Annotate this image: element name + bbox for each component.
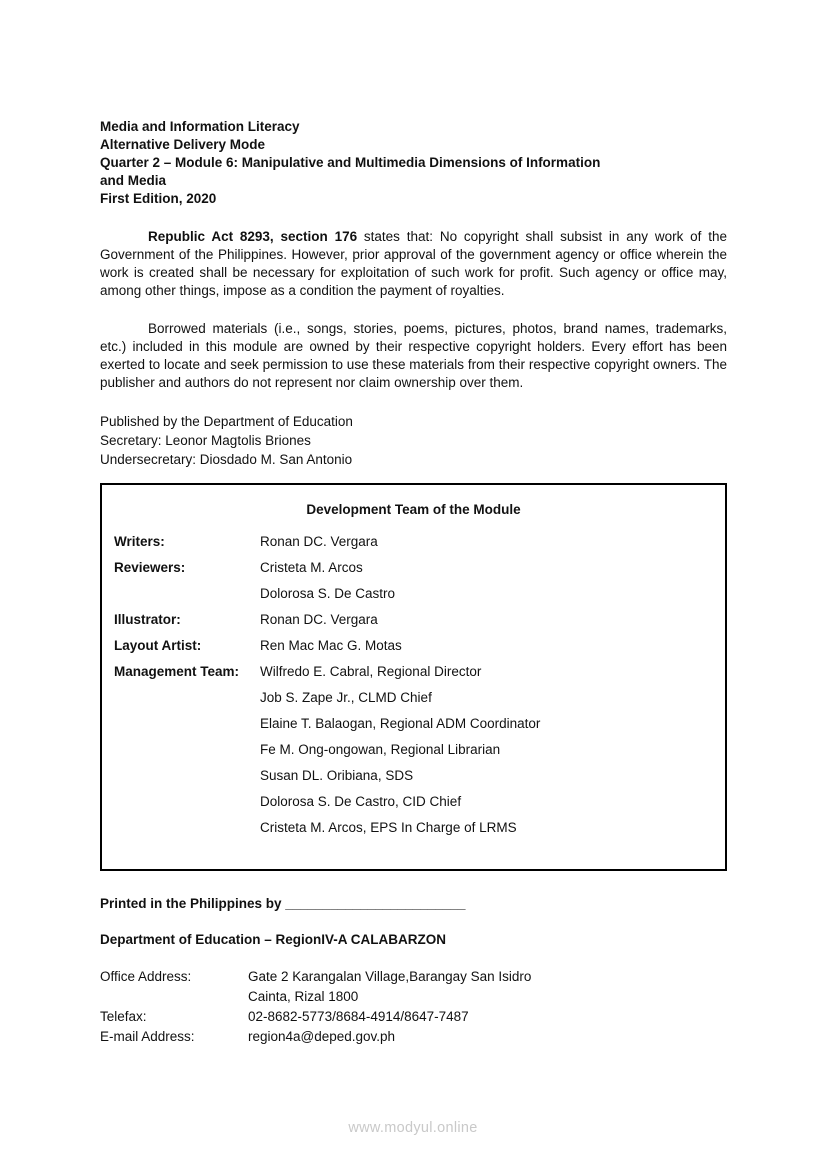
- row-label: [114, 789, 260, 815]
- row-value: Ren Mac Mac G. Motas: [260, 638, 402, 653]
- row-value: Cristeta M. Arcos, EPS In Charge of LRMS: [260, 820, 517, 835]
- contact-value: Gate 2 Karangalan Village,Barangay San Isidro: [248, 969, 532, 984]
- publisher-info: [100, 412, 727, 469]
- development-team-title: Development Team of the Module: [306, 502, 521, 517]
- development-team-box: [100, 483, 727, 871]
- module-title-line: First Edition, 2020: [100, 191, 217, 206]
- row-label: [114, 763, 260, 789]
- row-value: Ronan DC. Vergara: [260, 612, 378, 627]
- row-label: Reviewers:: [114, 560, 186, 575]
- contact-row: [100, 987, 727, 1007]
- dev-team-row: [114, 529, 713, 555]
- printed-in-philippines-line: Printed in the Philippines by ________________________: [100, 896, 466, 911]
- row-label: [114, 815, 260, 841]
- dev-team-row: [114, 555, 713, 581]
- module-title-line: and Media: [100, 173, 167, 188]
- dev-team-row: [114, 581, 713, 607]
- module-title-line: Alternative Delivery Mode: [100, 137, 266, 152]
- dev-team-row: [114, 711, 713, 737]
- row-value: Job S. Zape Jr., CLMD Chief: [260, 690, 432, 705]
- contact-row: [100, 967, 727, 987]
- paragraph-borrowed-materials: Borrowed materials (i.e., songs, stories, poems, pictures, photos, brand names, trademarks, etc.) included in this module are owned by their respective copyright holders. Every effort has been exerted to locate and seek permission to use these materials from their respective copyright owners. The publisher and authors do not represent nor claim ownership over them.: [100, 321, 727, 390]
- module-title-line: Media and Information Literacy: [100, 119, 300, 134]
- contact-row: [100, 1027, 727, 1047]
- dev-team-row: [114, 633, 713, 659]
- contact-label: Telefax:: [100, 1009, 147, 1024]
- dev-team-row: [114, 737, 713, 763]
- row-value: Elaine T. Balaogan, Regional ADM Coordinator: [260, 716, 541, 731]
- dev-team-row: [114, 659, 713, 685]
- row-value: Wilfredo E. Cabral, Regional Director: [260, 664, 482, 679]
- secretary-line: Secretary: Leonor Magtolis Briones: [100, 433, 311, 448]
- row-value: Dolorosa S. De Castro: [260, 586, 396, 601]
- dev-team-row: [114, 607, 713, 633]
- dev-team-row: [114, 815, 713, 841]
- row-label: [114, 711, 260, 737]
- contact-label: [100, 987, 248, 1007]
- row-label: Writers:: [114, 534, 165, 549]
- contact-info: [100, 967, 727, 1047]
- paragraph-republic-act: [100, 228, 727, 300]
- row-label: [114, 581, 260, 607]
- department-region-line: Department of Education – RegionIV-A CALABARZON: [100, 932, 447, 947]
- row-label: Illustrator:: [114, 612, 181, 627]
- row-value: Fe M. Ong-ongowan, Regional Librarian: [260, 742, 501, 757]
- page-content: [100, 118, 727, 1047]
- contact-label: Office Address:: [100, 969, 192, 984]
- contact-value: region4a@deped.gov.ph: [248, 1029, 396, 1044]
- contact-row: [100, 1007, 727, 1027]
- module-title-line: Quarter 2 – Module 6: Manipulative and Multimedia Dimensions of Information: [100, 155, 601, 170]
- dev-team-row: [114, 789, 713, 815]
- row-label: [114, 685, 260, 711]
- module-title-block: [100, 118, 727, 208]
- row-value: Cristeta M. Arcos: [260, 560, 363, 575]
- undersecretary-line: Undersecretary: Diosdado M. San Antonio: [100, 452, 353, 467]
- row-label: Management Team:: [114, 664, 240, 679]
- row-label: Layout Artist:: [114, 638, 202, 653]
- row-value: Ronan DC. Vergara: [260, 534, 378, 549]
- contact-label: E-mail Address:: [100, 1029, 195, 1044]
- row-value: Dolorosa S. De Castro, CID Chief: [260, 794, 462, 809]
- republic-act-lead: Republic Act 8293, section 176: [148, 229, 358, 244]
- publisher-line: Published by the Department of Education: [100, 414, 353, 429]
- watermark-text: www.modyul.online: [348, 1120, 478, 1136]
- contact-value: 02-8682-5773/8684-4914/8647-7487: [248, 1009, 469, 1024]
- row-label: [114, 737, 260, 763]
- dev-team-row: [114, 685, 713, 711]
- contact-value: Cainta, Rizal 1800: [248, 989, 359, 1004]
- republic-act-body: states that: No copyright shall subsist in any work of the Government of the Philippines. However, prior approval of the government agency or office wherein the work is created shall be necessary for exploitation of such work for profit. Such agency or office may, among other things, impose as a condition the payment of royalties.: [100, 229, 727, 298]
- row-value: Susan DL. Oribiana, SDS: [260, 768, 414, 783]
- dev-team-row: [114, 763, 713, 789]
